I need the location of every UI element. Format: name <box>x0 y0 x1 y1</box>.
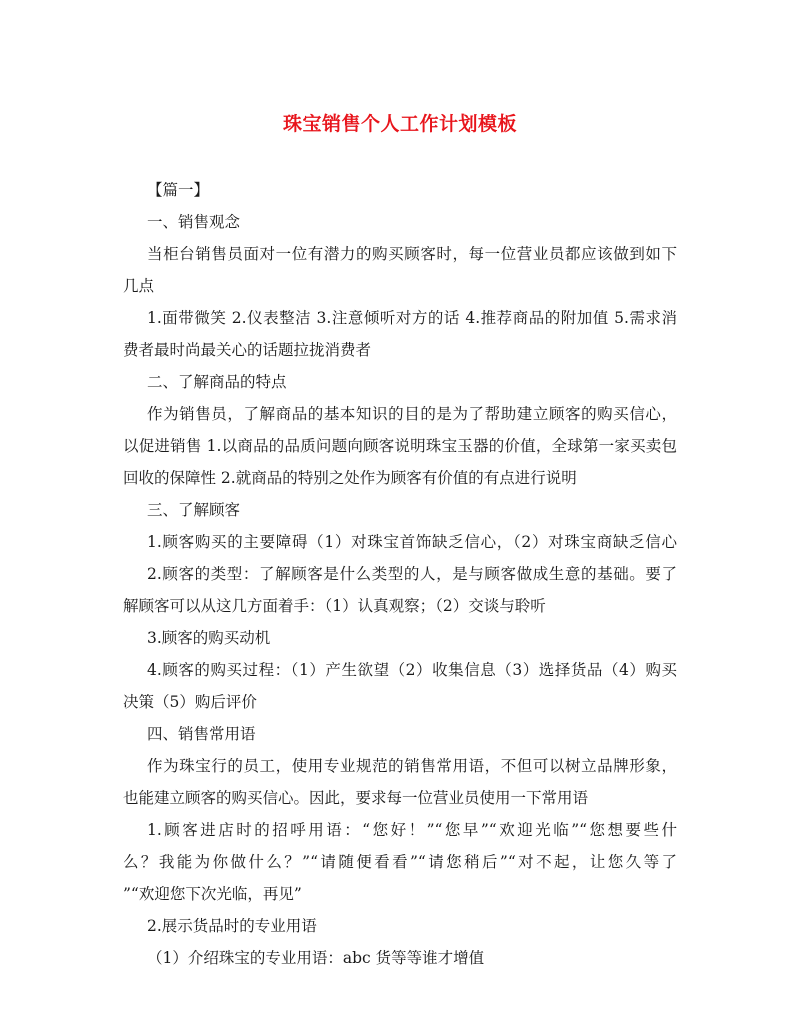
paragraph-line: 1.面带微笑 2.仪表整洁 3.注意倾听对方的话 4.推荐商品的附加值 5.需求消 <box>147 309 677 327</box>
document-body <box>123 174 677 974</box>
paragraph-line: ”“欢迎您下次光临，再见” <box>123 885 302 903</box>
paragraph-line: 费者最时尚最关心的话题拉拢消费者 <box>123 341 372 359</box>
paragraph-line: 作为销售员，了解商品的基本知识的目的是为了帮助建立顾客的购买信心， <box>147 405 677 423</box>
paragraph-line: 三、了解顾客 <box>147 501 241 519</box>
paragraph-line: 以促进销售 1.以商品的品质问题向顾客说明珠宝玉器的价值，全球第一家买卖包 <box>123 437 677 455</box>
paragraph-line: 当柜台销售员面对一位有潜力的购买顾客时，每一位营业员都应该做到如下 <box>147 245 677 263</box>
paragraph-line: 二、了解商品的特点 <box>147 373 287 391</box>
paragraph-line: 【篇一】 <box>147 181 210 199</box>
paragraph-line: 回收的保障性 2.就商品的特别之处作为顾客有价值的有点进行说明 <box>123 469 577 487</box>
paragraph-line: 1.顾客进店时的招呼用语：“您好！”“您早”“欢迎光临”“您想要些什 <box>147 821 677 839</box>
paragraph-line: （1）介绍珠宝的专业用语：abc 货等等谁才增值 <box>147 949 485 967</box>
paragraph-line: 3.顾客的购买动机 <box>147 629 271 647</box>
paragraph-line: 2.顾客的类型：了解顾客是什么类型的人，是与顾客做成生意的基础。要了 <box>147 565 677 583</box>
paragraph-line: 解顾客可以从这几方面着手：（1）认真观察；（2）交谈与聆听 <box>123 597 546 615</box>
paragraph-line: 决策（5）购后评价 <box>123 693 257 711</box>
paragraph-line: 作为珠宝行的员工，使用专业规范的销售常用语，不但可以树立品牌形象， <box>147 757 677 775</box>
paragraph-line: 四、销售常用语 <box>147 725 256 743</box>
paragraph-line: 2.展示货品时的专业用语 <box>147 917 317 935</box>
paragraph-line: 4.顾客的购买过程：（1）产生欲望（2）收集信息（3）选择货品（4）购买 <box>147 661 677 679</box>
paragraph-line: 么？我能为你做什么？”“请随便看看”“请您稍后”“对不起，让您久等了 <box>123 853 677 871</box>
paragraph-line: 1.顾客购买的主要障碍（1）对珠宝首饰缺乏信心，（2）对珠宝商缺乏信心 <box>147 533 677 551</box>
paragraph-line: 一、销售观念 <box>147 213 241 231</box>
paragraph-line: 几点 <box>123 277 155 295</box>
paragraph-line: 也能建立顾客的购买信心。因此，要求每一位营业员使用一下常用语 <box>123 789 589 807</box>
document-title: 珠宝销售个人工作计划模板 <box>282 113 517 135</box>
